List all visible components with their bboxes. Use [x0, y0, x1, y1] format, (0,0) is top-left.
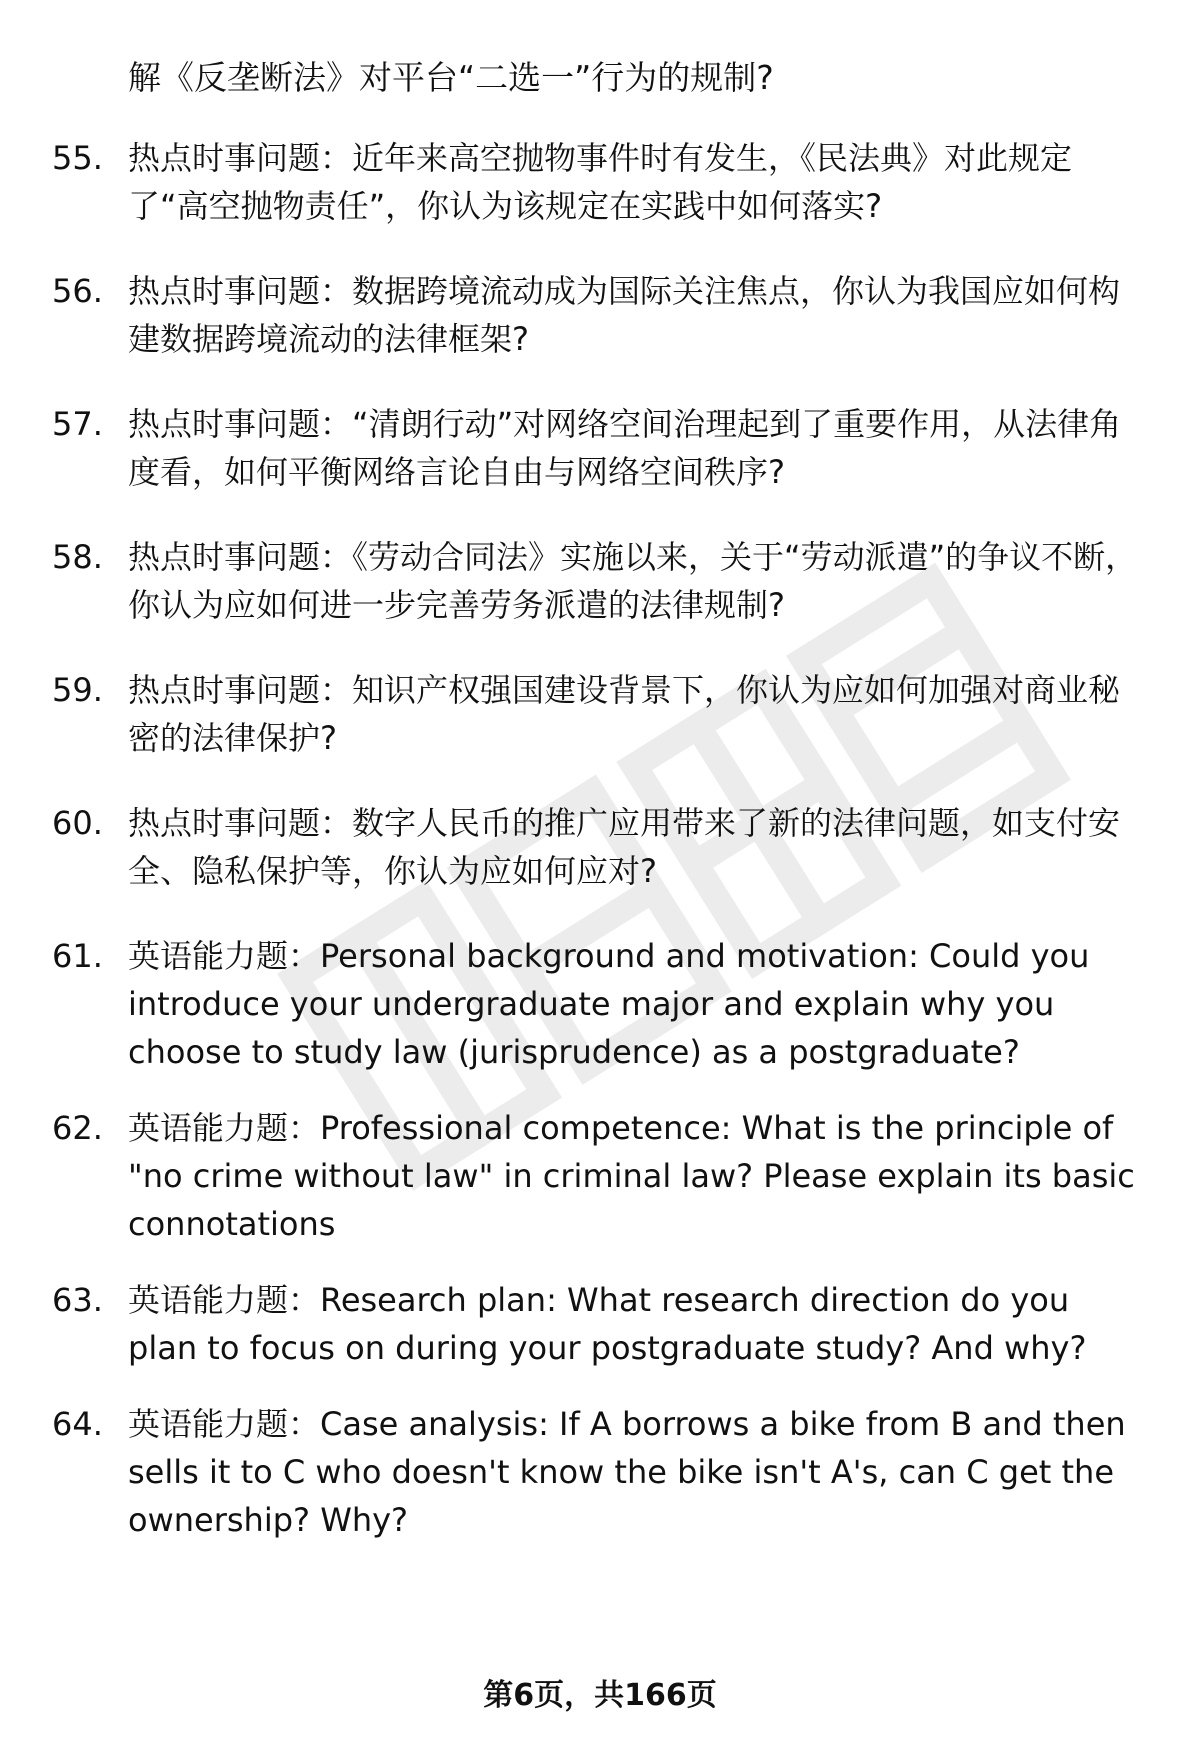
question-body — [128, 400, 1140, 496]
question-body — [128, 267, 1140, 363]
question-text: 知识产权强国建设背景下，你认为应如何加强对商业秘密的法律保护? — [128, 671, 1121, 757]
question-category: 热点时事问题： — [128, 139, 353, 177]
question-category: 英语能力题： — [128, 937, 321, 975]
question-number: 60. — [52, 804, 103, 842]
question-item — [0, 134, 1200, 230]
question-text: Personal background and motivation: Could you introduce your undergraduate major and explain why you choose to study law (jurisprudence) as a postgraduate? — [128, 937, 1090, 1071]
question-category: 英语能力题： — [128, 1109, 321, 1147]
question-category: 热点时事问题： — [128, 538, 353, 576]
question-text: Professional competence: What is the principle of "no crime without law" in criminal law? Please explain its basic connotations — [128, 1109, 1135, 1243]
question-item — [0, 1104, 1200, 1248]
question-item — [0, 666, 1200, 762]
question-text: Research plan: What research direction do you plan to focus on during your postgraduate study? And why? — [128, 1281, 1087, 1367]
question-body — [128, 1276, 1140, 1372]
question-number: 58. — [52, 538, 103, 576]
question-category: 英语能力题： — [128, 1405, 321, 1443]
question-text: Case analysis: If A borrows a bike from B and then sells it to C who doesn't know the bike isn't A's, can C get the ownership? Why? — [128, 1405, 1126, 1539]
question-item — [0, 932, 1200, 1076]
question-body — [128, 799, 1140, 895]
question-text: “清朗行动”对网络空间治理起到了重要作用，从法律角度看，如何平衡网络言论自由与网络空间秩序? — [128, 405, 1122, 491]
continued-question-text: 解《反垄断法》对平台“二选一”行为的规制? — [128, 58, 774, 97]
question-item — [0, 1400, 1200, 1544]
question-body — [128, 134, 1140, 230]
question-text: 数据跨境流动成为国际关注焦点，你认为我国应如何构建数据跨境流动的法律框架? — [128, 272, 1121, 358]
question-text: 近年来高空抛物事件时有发生，《民法典》对此规定了“高空抛物责任”，你认为该规定在实践中如何落实? — [128, 139, 1073, 225]
question-number: 57. — [52, 405, 103, 443]
question-body — [128, 932, 1140, 1076]
question-list — [0, 134, 1200, 1572]
question-category: 热点时事问题： — [128, 671, 353, 709]
question-number: 59. — [52, 671, 103, 709]
question-item — [0, 400, 1200, 496]
question-body — [128, 666, 1140, 762]
question-number: 56. — [52, 272, 103, 310]
page-number-footer: 第6页，共166页 — [483, 1678, 717, 1713]
question-item — [0, 267, 1200, 363]
question-category: 英语能力题： — [128, 1281, 321, 1319]
question-category: 热点时事问题： — [128, 405, 353, 443]
question-category: 热点时事问题： — [128, 804, 353, 842]
question-body — [128, 533, 1140, 629]
question-body — [128, 1104, 1140, 1248]
question-category: 热点时事问题： — [128, 272, 353, 310]
question-number: 61. — [52, 937, 103, 975]
question-number: 55. — [52, 139, 103, 177]
question-item — [0, 799, 1200, 895]
question-number: 64. — [52, 1405, 103, 1443]
question-item — [0, 1276, 1200, 1372]
question-item — [0, 533, 1200, 629]
question-text: 《劳动合同法》实施以来，关于“劳动派遣”的争议不断，你认为应如何进一步完善劳务派遣的法律规制? — [128, 538, 1138, 624]
question-number: 62. — [52, 1109, 103, 1147]
question-number: 63. — [52, 1281, 103, 1319]
question-text: 数字人民币的推广应用带来了新的法律问题，如支付安全、隐私保护等，你认为应如何应对? — [128, 804, 1121, 890]
question-body — [128, 1400, 1140, 1544]
